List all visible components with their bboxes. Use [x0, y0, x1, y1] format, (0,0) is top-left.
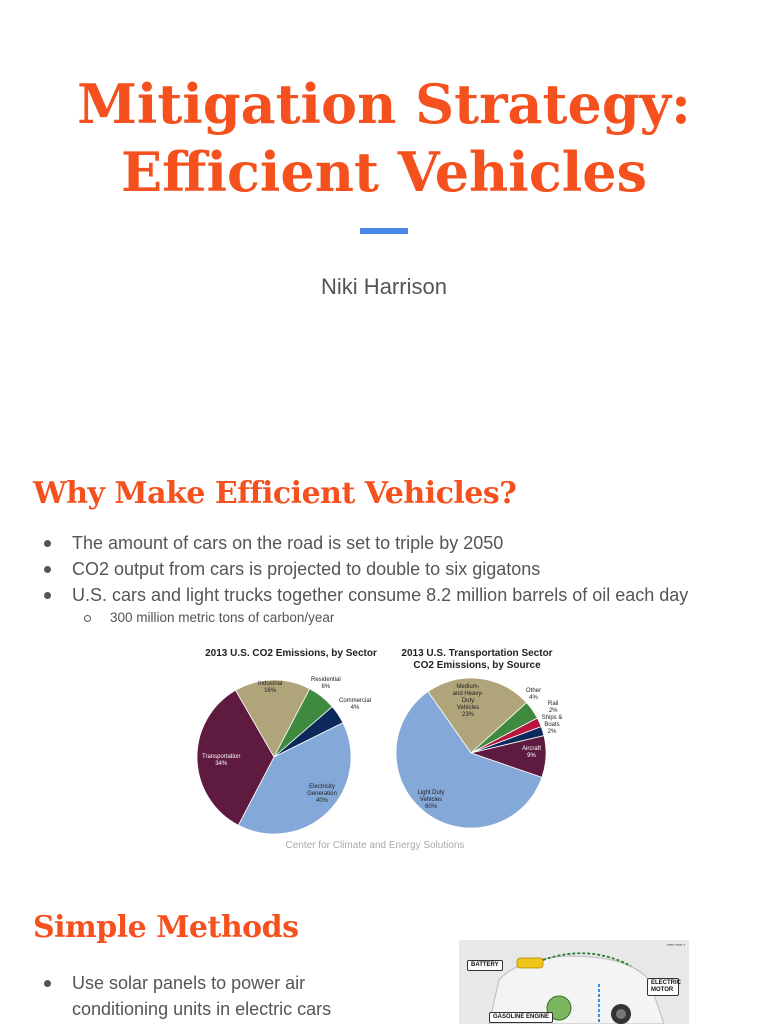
slice-label-residential: Residential 6%	[311, 677, 341, 690]
diagram-corner-tag: ▪▪▪▪▪ ▪▪▪▪▪ ▪	[667, 942, 685, 947]
sector-chart-title: 2013 U.S. CO2 Emissions, by Sector	[205, 648, 377, 659]
slice-label-rail: Rail 2%	[548, 701, 559, 714]
slice-label-light-duty: Light Duty Vehicles 60%	[417, 790, 445, 810]
pie-charts-svg	[196, 640, 566, 840]
slice-label-medium-heavy: Medium- and Heavy- Duty Vehicles 23%	[452, 684, 484, 718]
main-title	[0, 70, 768, 206]
author-name: Niki Harrison	[321, 274, 447, 299]
bullet-item: CO2 output from cars is projected to double to six gigatons	[0, 556, 688, 582]
slice-label-transportation: Transportation 34%	[202, 754, 241, 767]
slice-label-commercial: Commercial 4%	[339, 698, 372, 711]
slice-label-other: Other 4%	[526, 688, 542, 701]
bullet-item: The amount of cars on the road is set to triple by 2050	[0, 530, 688, 556]
chart-source-caption: Center for Climate and Energy Solutions	[285, 840, 465, 851]
slice-label-industrial: Industrial 16%	[258, 681, 283, 694]
methods-bullet-list	[0, 970, 362, 1022]
sub-bullet-item: 300 million metric tons of carbon/year	[0, 608, 688, 628]
slice-label-electricity: Electricity Generation 40%	[307, 784, 337, 804]
gasoline-engine-label: GASOLINE ENGINE	[489, 1012, 553, 1023]
title-line-2: Efficient Vehicles	[121, 140, 647, 204]
why-bullet-list	[0, 530, 688, 628]
methods-heading: Simple Methods	[33, 910, 299, 945]
emissions-charts	[196, 640, 566, 840]
slice-label-aircraft: Aircraft 9%	[522, 746, 542, 759]
hybrid-car-diagram	[459, 940, 689, 1024]
bullet-item: U.S. cars and light trucks together consume 8.2 million barrels of oil each day	[0, 582, 688, 608]
title-slide	[0, 0, 768, 440]
title-accent-bar	[360, 228, 408, 234]
bullet-item: Use solar panels to power air conditioning units in electric cars	[0, 970, 362, 1022]
electric-motor-label: ELECTRIC MOTOR	[647, 978, 679, 996]
title-line-1: Mitigation Strategy:	[77, 72, 691, 136]
why-heading: Why Make Efficient Vehicles?	[33, 476, 517, 511]
slice-label-ships: Ships & Boats 2%	[541, 715, 563, 735]
battery-label: BATTERY	[467, 960, 503, 971]
transport-chart-title: 2013 U.S. Transportation Sector CO2 Emissions, by Source	[401, 648, 553, 671]
